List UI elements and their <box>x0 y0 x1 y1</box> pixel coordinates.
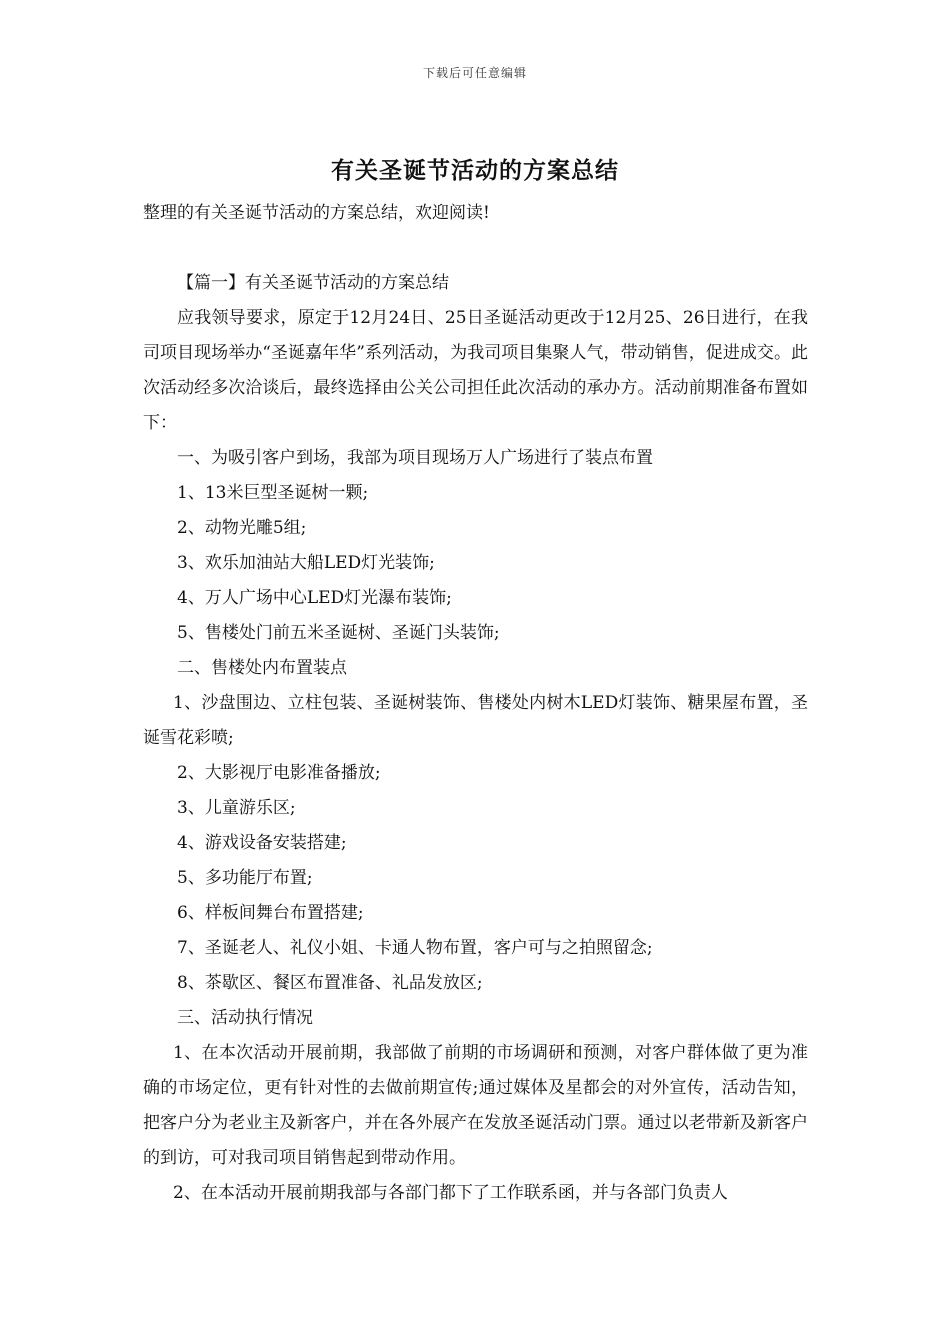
header-note: 下载后可任意编辑 <box>422 66 527 80</box>
heading-1: 一、为吸引客户到场，我部为项目现场万人广场进行了装点布置 <box>177 448 653 468</box>
document-title: 有关圣诞节活动的方案总结 <box>331 158 619 184</box>
list-item: 8、茶歇区、餐区布置准备、礼品发放区; <box>177 973 483 993</box>
list-item: 2、动物光雕5组; <box>177 518 307 538</box>
list-item: 5、售楼处门前五米圣诞树、圣诞门头装饰; <box>177 623 500 643</box>
section-title: 【篇一】有关圣诞节活动的方案总结 <box>177 273 449 293</box>
heading-3: 三、活动执行情况 <box>177 1008 313 1028</box>
list-item: 1、在本次活动开展前期，我部做了前期的市场调研和预测，对客户群体做了更为准确的市场定位，更有针对性的去做前期宣传;通过媒体及星都会的对外宣传，活动告知，把客户分为老业主及新客户，并在各外展产在发放圣诞活动门票。通过以老带新及新客户的到访，可对我司项目销售起到带动作用。 <box>143 1043 808 1168</box>
paragraph-1: 应我领导要求，原定于12月24日、25日圣诞活动更改于12月25、26日进行，在我司项目现场举办“圣诞嘉年华”系列活动，为我司项目集聚人气，带动销售，促进成交。此次活动经多次洽谈后，最终选择由公关公司担任此次活动的承办方。活动前期准备布置如下： <box>143 308 808 433</box>
list-item: 7、圣诞老人、礼仪小姐、卡通人物布置，客户可与之拍照留念; <box>177 938 653 958</box>
list-item: 4、万人广场中心LED灯光瀑布装饰; <box>177 588 452 608</box>
intro-paragraph: 整理的有关圣诞节活动的方案总结，欢迎阅读! <box>143 203 490 223</box>
spacer <box>143 231 808 266</box>
heading-2: 二、售楼处内布置装点 <box>177 658 347 678</box>
list-item: 1、沙盘围边、立柱包装、圣诞树装饰、售楼处内树木LED灯装饰、糖果屋布置，圣诞雪花彩喷; <box>143 693 808 748</box>
list-item: 4、游戏设备安装搭建; <box>177 833 347 853</box>
list-item: 5、多功能厅布置; <box>177 868 313 888</box>
list-item: 3、欢乐加油站大船LED灯光装饰; <box>177 553 435 573</box>
list-item: 3、儿童游乐区; <box>177 798 296 818</box>
list-item: 2、在本活动开展前期我部与各部门都下了工作联系函，并与各部门负责人 <box>173 1183 728 1203</box>
list-item: 6、样板间舞台布置搭建; <box>177 903 364 923</box>
list-item: 2、大影视厅电影准备播放; <box>177 763 381 783</box>
document-body <box>143 196 808 1211</box>
list-item: 1、13米巨型圣诞树一颗; <box>177 483 369 503</box>
